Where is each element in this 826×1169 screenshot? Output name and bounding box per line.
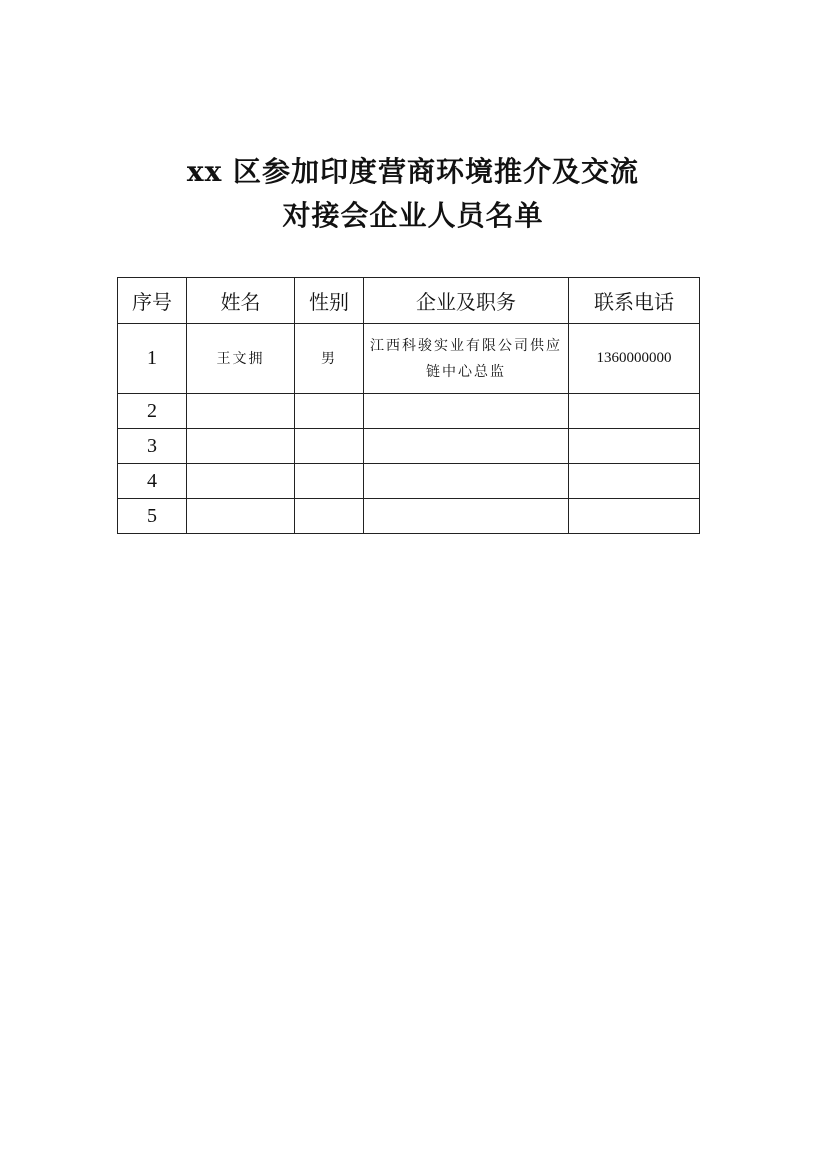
cell-gender [295,464,364,499]
cell-phone: 1360000000 [569,324,700,394]
document-title-line1: xx 区参加印度营商环境推介及交流 [186,155,640,188]
cell-company [364,324,569,394]
table-row [118,429,700,464]
cell-phone [569,429,700,464]
document-title-line2: 对接会企业人员名单 [282,199,544,232]
cell-name [187,464,295,499]
company-text: 江西科骏实业有限公司供应链中心总监 [370,337,562,380]
table-header-row [118,278,700,324]
cell-gender: 男 [295,324,364,394]
cell-phone [569,394,700,429]
cell-gender [295,429,364,464]
attendee-table [117,277,700,534]
cell-phone [569,464,700,499]
table-row [118,499,700,534]
table-row [118,464,700,499]
cell-seq: 5 [118,499,187,534]
cell-name: 王文拥 [187,324,295,394]
cell-seq: 3 [118,429,187,464]
cell-company [364,429,569,464]
cell-name [187,394,295,429]
header-name: 姓名 [187,278,295,324]
cell-seq: 4 [118,464,187,499]
cell-seq: 1 [118,324,187,394]
cell-name [187,499,295,534]
header-company: 企业及职务 [364,278,569,324]
cell-company [364,464,569,499]
cell-company [364,394,569,429]
cell-gender [295,499,364,534]
cell-name [187,429,295,464]
header-phone: 联系电话 [569,278,700,324]
cell-seq: 2 [118,394,187,429]
table-row [118,394,700,429]
cell-company [364,499,569,534]
header-gender: 性别 [295,278,364,324]
header-seq: 序号 [118,278,187,324]
cell-gender [295,394,364,429]
cell-phone [569,499,700,534]
table-row [118,324,700,394]
